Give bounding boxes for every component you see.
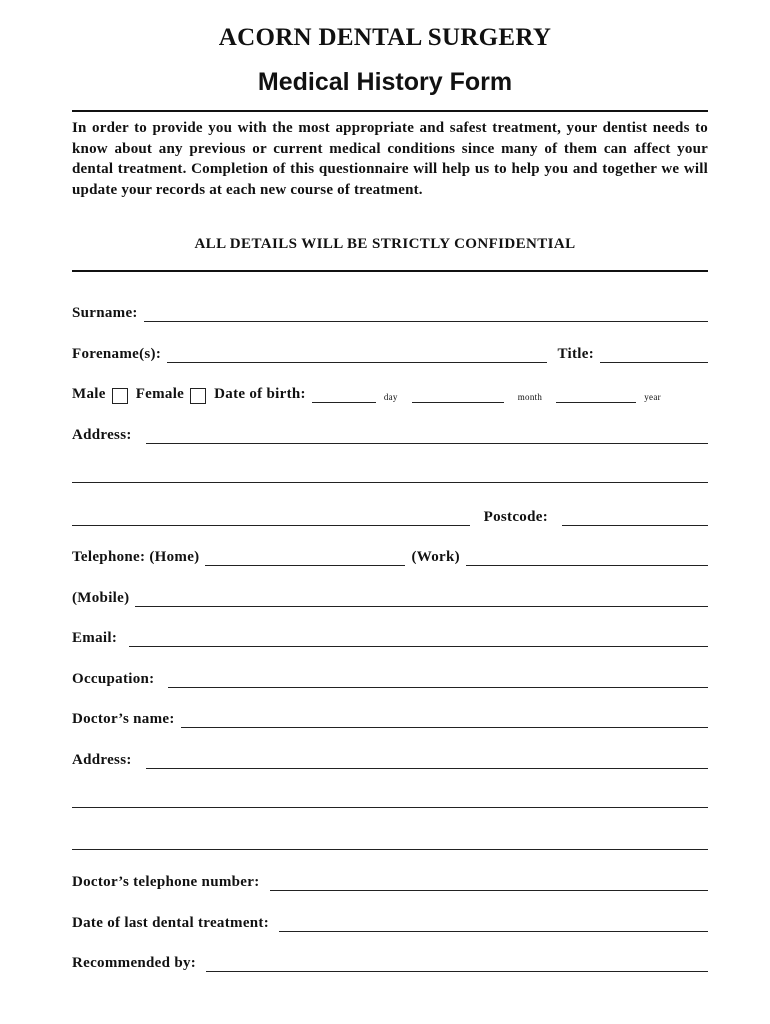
male-label: Male [72, 386, 106, 402]
telephone-work-field[interactable] [466, 549, 708, 566]
forenames-label: Forename(s): [72, 346, 162, 362]
gender-dob-row [72, 381, 708, 403]
practice-name: ACORN DENTAL SURGERY [218, 24, 552, 51]
address-row [72, 422, 708, 444]
recommended-by-row [72, 950, 708, 972]
dob-day-field[interactable] [312, 386, 376, 403]
surname-field[interactable] [144, 305, 708, 322]
title-field[interactable] [600, 346, 708, 363]
occupation-row [72, 666, 708, 688]
female-label: Female [135, 386, 185, 402]
form-title: Medical History Form [257, 68, 513, 96]
doctors-address-label: Address: [72, 752, 132, 768]
mobile-field[interactable] [135, 590, 708, 607]
telephone-work-label: (Work) [411, 549, 460, 565]
address-line-2[interactable] [72, 482, 708, 483]
recommended-by-label: Recommended by: [72, 955, 197, 971]
section-divider [72, 270, 708, 272]
last-treatment-label: Date of last dental treatment: [72, 915, 270, 931]
male-checkbox[interactable] [112, 388, 128, 404]
email-row [72, 625, 708, 647]
forenames-field[interactable] [167, 346, 547, 363]
doctors-address-row [72, 747, 708, 769]
doctors-address-line-3[interactable] [72, 849, 708, 850]
doctors-name-label: Doctor’s name: [72, 711, 175, 727]
address-line-1[interactable] [146, 427, 708, 444]
mobile-row [72, 585, 708, 607]
recommended-by-field[interactable] [206, 955, 708, 972]
email-label: Email: [72, 630, 118, 646]
dob-month-caption: month [517, 392, 543, 402]
last-treatment-row [72, 910, 708, 932]
top-divider [72, 110, 708, 112]
doctors-address-line-2[interactable] [72, 807, 708, 808]
doctors-name-field[interactable] [181, 711, 708, 728]
postcode-label: Postcode: [483, 509, 548, 525]
address-label: Address: [72, 427, 132, 443]
female-checkbox[interactable] [190, 388, 206, 404]
surname-label: Surname: [72, 305, 138, 321]
address-line-3[interactable] [72, 509, 470, 526]
doctors-telephone-label: Doctor’s telephone number: [72, 874, 260, 890]
doctors-telephone-row [72, 869, 708, 891]
mobile-label: (Mobile) [72, 590, 130, 606]
doctors-address-line-1[interactable] [146, 752, 708, 769]
intro-paragraph: In order to provide you with the most appropriate and safest treatment, your dentist needs to know about any previous or current medical conditions since many of them can affect your dental treatment. Completion of this questionnaire will help us to help you and together we will update your records at each new course of treatment. [72, 120, 708, 198]
occupation-label: Occupation: [72, 671, 155, 687]
confidential-notice: ALL DETAILS WILL BE STRICTLY CONFIDENTIAL [194, 236, 576, 252]
dob-label: Date of birth: [214, 386, 306, 402]
telephone-row [72, 544, 708, 566]
title-label: Title: [557, 346, 594, 362]
forenames-row [72, 341, 708, 363]
dob-year-field[interactable] [556, 386, 636, 403]
telephone-home-label: Telephone: (Home) [72, 549, 200, 565]
postcode-row [72, 504, 708, 526]
doctors-name-row [72, 706, 708, 728]
dob-day-caption: day [383, 392, 398, 402]
last-treatment-field[interactable] [279, 915, 708, 932]
dob-month-field[interactable] [412, 386, 504, 403]
telephone-home-field[interactable] [205, 549, 405, 566]
doctors-telephone-field[interactable] [270, 874, 709, 891]
postcode-field[interactable] [562, 509, 708, 526]
surname-row [72, 300, 708, 322]
email-field[interactable] [129, 630, 708, 647]
dob-year-caption: year [644, 392, 661, 402]
occupation-field[interactable] [168, 671, 708, 688]
